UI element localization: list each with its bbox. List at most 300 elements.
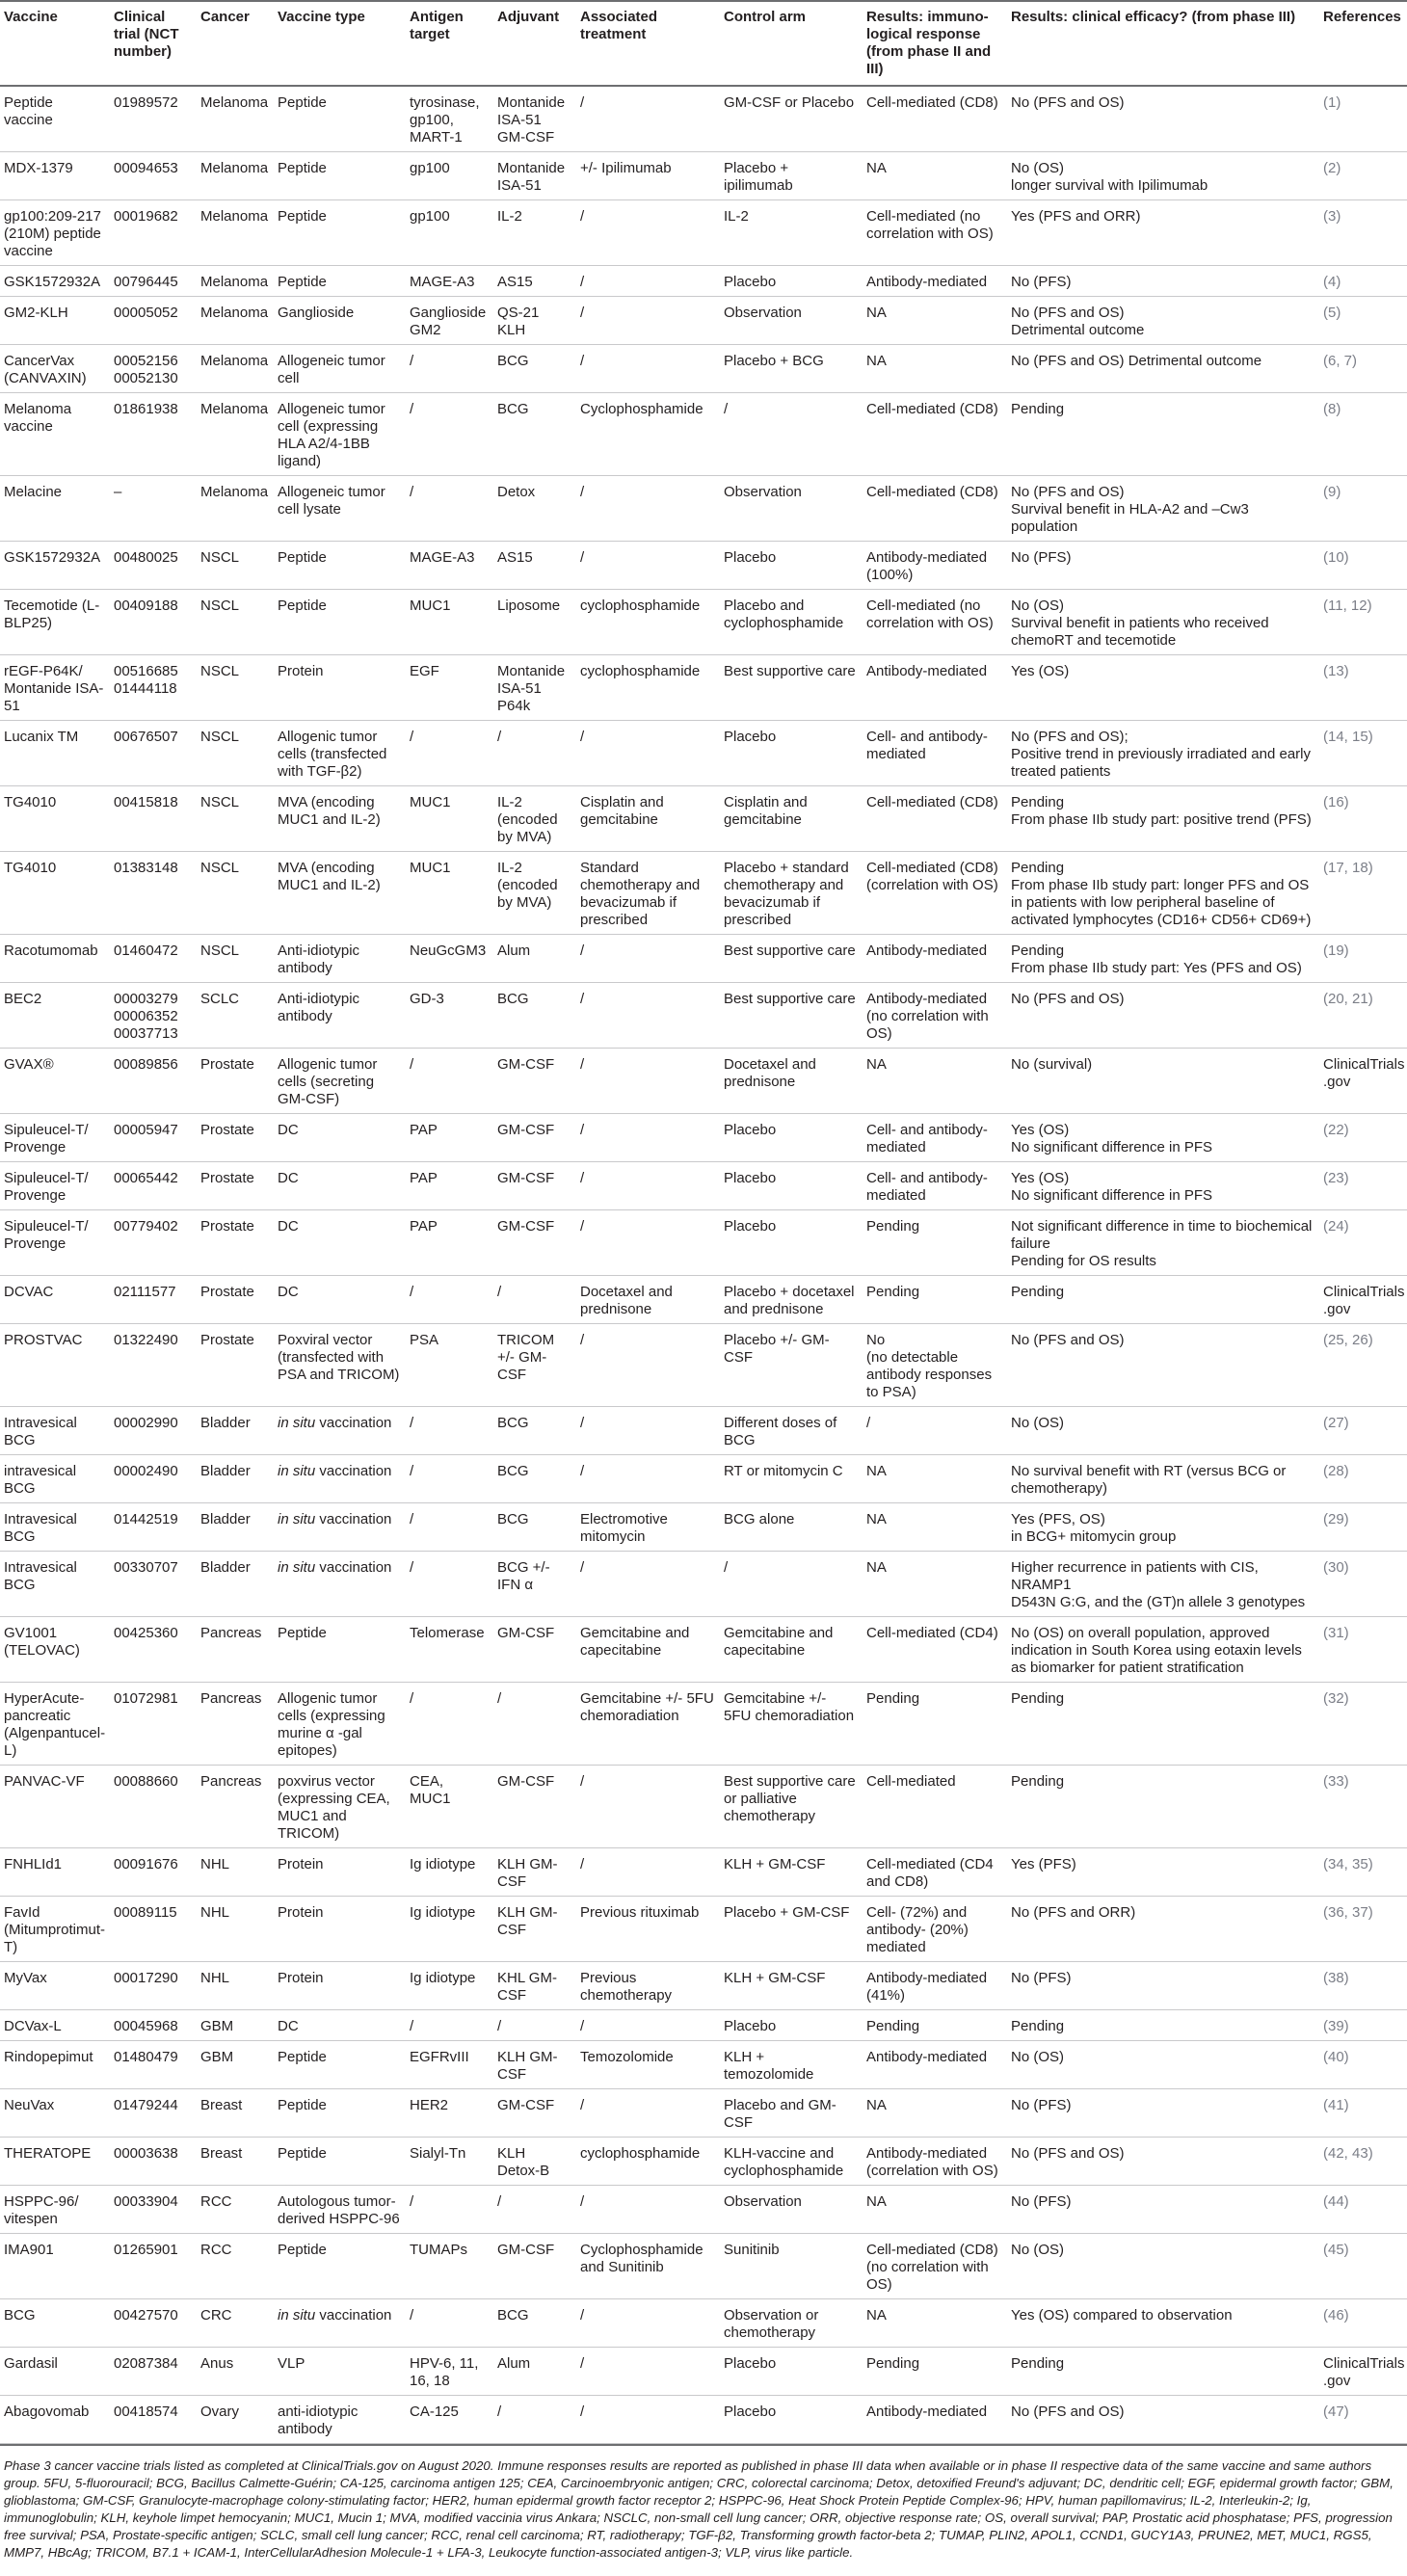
- cell-nct-number: 00002990: [110, 1407, 197, 1455]
- cell-adjuvant: /: [493, 1683, 576, 1766]
- cell-associated-treatment: /: [576, 983, 720, 1049]
- cell-antigen-target: /: [406, 1503, 493, 1552]
- cell-vaccine-type: Autologous tumor-derived HSPPC-96: [274, 2186, 406, 2234]
- cell-cancer: Bladder: [197, 1552, 274, 1617]
- table-row: [0, 152, 1407, 200]
- cell-reference[interactable]: (39): [1319, 2010, 1407, 2041]
- cell-associated-treatment: /: [576, 297, 720, 345]
- cell-vaccine-type: Protein: [274, 655, 406, 721]
- table-row: [0, 1114, 1407, 1162]
- cell-immunological-response: NA: [863, 1049, 1007, 1114]
- cell-control-arm: Best supportive care: [720, 655, 863, 721]
- cell-reference[interactable]: (44): [1319, 2186, 1407, 2234]
- cell-vaccine-type: Peptide: [274, 152, 406, 200]
- cell-vaccine-type: Peptide: [274, 200, 406, 266]
- cell-cancer: Ovary: [197, 2396, 274, 2444]
- cell-vaccine: GVAX®: [0, 1049, 110, 1114]
- cell-cancer: Melanoma: [197, 200, 274, 266]
- cell-control-arm: Placebo + GM-CSF: [720, 1897, 863, 1962]
- cell-reference[interactable]: (25, 26): [1319, 1324, 1407, 1407]
- cell-vaccine: CancerVax (CANVAXIN): [0, 345, 110, 393]
- cell-antigen-target: Ig idiotype: [406, 1962, 493, 2010]
- cell-vaccine: Sipuleucel-T/ Provenge: [0, 1162, 110, 1210]
- cell-associated-treatment: /: [576, 2089, 720, 2138]
- cell-reference[interactable]: (28): [1319, 1455, 1407, 1503]
- cell-control-arm: Best supportive care: [720, 935, 863, 983]
- cell-clinical-efficacy: No (PFS and ORR): [1007, 1897, 1319, 1962]
- cell-cancer: Melanoma: [197, 266, 274, 297]
- cell-vaccine: MyVax: [0, 1962, 110, 2010]
- cell-immunological-response: Antibody-mediated (41%): [863, 1962, 1007, 2010]
- cell-reference[interactable]: (41): [1319, 2089, 1407, 2138]
- cell-cancer: NSCL: [197, 786, 274, 852]
- cell-reference[interactable]: (2): [1319, 152, 1407, 200]
- cell-adjuvant: KLH Detox-B: [493, 2138, 576, 2186]
- cell-vaccine: TG4010: [0, 852, 110, 935]
- cell-vaccine: PROSTVAC: [0, 1324, 110, 1407]
- cell-adjuvant: GM-CSF: [493, 1049, 576, 1114]
- cell-vaccine-type: MVA (encoding MUC1 and IL-2): [274, 786, 406, 852]
- cell-nct-number: 00002490: [110, 1455, 197, 1503]
- cell-immunological-response: Pending: [863, 1683, 1007, 1766]
- cell-control-arm: RT or mitomycin C: [720, 1455, 863, 1503]
- cell-control-arm: Observation or chemotherapy: [720, 2299, 863, 2348]
- cell-vaccine: Intravesical BCG: [0, 1552, 110, 1617]
- cell-antigen-target: /: [406, 1276, 493, 1324]
- cell-antigen-target: /: [406, 721, 493, 786]
- cell-adjuvant: GM-CSF: [493, 1114, 576, 1162]
- cell-associated-treatment: /: [576, 86, 720, 152]
- cell-antigen-target: /: [406, 345, 493, 393]
- cell-control-arm: Placebo + standard chemotherapy and bevacizumab if prescribed: [720, 852, 863, 935]
- cell-vaccine: IMA901: [0, 2234, 110, 2299]
- cell-clinical-efficacy: No (OS): [1007, 2234, 1319, 2299]
- table-row: [0, 1848, 1407, 1897]
- cell-associated-treatment: Gemcitabine and capecitabine: [576, 1617, 720, 1683]
- cell-antigen-target: PSA: [406, 1324, 493, 1407]
- header-vaccine: Vaccine: [0, 1, 110, 86]
- cell-clinical-efficacy: No survival benefit with RT (versus BCG or chemotherapy): [1007, 1455, 1319, 1503]
- cell-adjuvant: GM-CSF: [493, 2234, 576, 2299]
- cell-cancer: CRC: [197, 2299, 274, 2348]
- cell-associated-treatment: Electromotive mitomycin: [576, 1503, 720, 1552]
- cell-immunological-response: Cell-mediated (no correlation with OS): [863, 590, 1007, 655]
- cell-immunological-response: Cell-mediated (CD4 and CD8): [863, 1848, 1007, 1897]
- cell-clinical-efficacy: No (OS): [1007, 2041, 1319, 2089]
- cell-associated-treatment: /: [576, 2348, 720, 2396]
- cell-vaccine-type: anti-idiotypic antibody: [274, 2396, 406, 2444]
- cell-clinical-efficacy: No (PFS): [1007, 542, 1319, 590]
- cell-cancer: NSCL: [197, 542, 274, 590]
- cell-cancer: RCC: [197, 2186, 274, 2234]
- cell-cancer: NSCL: [197, 590, 274, 655]
- cell-reference[interactable]: (36, 37): [1319, 1897, 1407, 1962]
- cell-associated-treatment: Cisplatin and gemcitabine: [576, 786, 720, 852]
- cell-clinical-efficacy: Higher recurrence in patients with CIS, NRAMP1 D543N G:G, and the (GT)n allele 3 genotypes: [1007, 1552, 1319, 1617]
- cell-vaccine-type: Peptide: [274, 2041, 406, 2089]
- cell-reference[interactable]: (31): [1319, 1617, 1407, 1683]
- cell-vaccine-type: Peptide: [274, 542, 406, 590]
- table-row: [0, 2234, 1407, 2299]
- table-row: [0, 2396, 1407, 2444]
- cell-clinical-efficacy: No (PFS and OS): [1007, 1324, 1319, 1407]
- cell-clinical-efficacy: No (PFS): [1007, 2186, 1319, 2234]
- cell-reference[interactable]: (32): [1319, 1683, 1407, 1766]
- cell-antigen-target: PAP: [406, 1162, 493, 1210]
- cell-adjuvant: IL-2 (encoded by MVA): [493, 852, 576, 935]
- cell-cancer: SCLC: [197, 983, 274, 1049]
- cell-clinical-efficacy: No (PFS and OS) Detrimental outcome: [1007, 297, 1319, 345]
- cell-control-arm: Sunitinib: [720, 2234, 863, 2299]
- cell-immunological-response: Pending: [863, 2348, 1007, 2396]
- cell-immunological-response: NA: [863, 2299, 1007, 2348]
- cell-control-arm: Observation: [720, 297, 863, 345]
- cell-vaccine-type: Ganglioside: [274, 297, 406, 345]
- cell-vaccine: Racotumomab: [0, 935, 110, 983]
- cell-cancer: NSCL: [197, 721, 274, 786]
- cell-associated-treatment: /: [576, 542, 720, 590]
- cell-reference[interactable]: (46): [1319, 2299, 1407, 2348]
- cell-cancer: Melanoma: [197, 476, 274, 542]
- cell-clinical-efficacy: Not significant difference in time to biochemical failure Pending for OS results: [1007, 1210, 1319, 1276]
- table-row: [0, 1455, 1407, 1503]
- cell-nct-number: 00796445: [110, 266, 197, 297]
- table-row: [0, 1407, 1407, 1455]
- cell-reference[interactable]: (19): [1319, 935, 1407, 983]
- cell-vaccine-type: Protein: [274, 1848, 406, 1897]
- cell-vaccine-type: in situ vaccination: [274, 1552, 406, 1617]
- cell-nct-number: 00017290: [110, 1962, 197, 2010]
- cell-vaccine: HSPPC-96/ vitespen: [0, 2186, 110, 2234]
- cell-associated-treatment: /: [576, 1552, 720, 1617]
- cell-vaccine: Melanoma vaccine: [0, 393, 110, 476]
- cell-immunological-response: Pending: [863, 1210, 1007, 1276]
- cell-clinical-efficacy: No (PFS and OS): [1007, 86, 1319, 152]
- header-associated-treatment: Associated treatment: [576, 1, 720, 86]
- cell-cancer: Melanoma: [197, 297, 274, 345]
- cell-control-arm: Placebo: [720, 2348, 863, 2396]
- cell-nct-number: 00005947: [110, 1114, 197, 1162]
- cell-reference[interactable]: (42, 43): [1319, 2138, 1407, 2186]
- cell-immunological-response: NA: [863, 1503, 1007, 1552]
- cell-antigen-target: MUC1: [406, 590, 493, 655]
- cell-control-arm: Placebo +/- GM-CSF: [720, 1324, 863, 1407]
- cell-vaccine: Melacine: [0, 476, 110, 542]
- cell-immunological-response: Cell- (72%) and antibody- (20%) mediated: [863, 1897, 1007, 1962]
- cell-associated-treatment: /: [576, 476, 720, 542]
- cell-control-arm: Best supportive care or palliative chemotherapy: [720, 1766, 863, 1848]
- cell-vaccine: GSK1572932A: [0, 542, 110, 590]
- cell-clinical-efficacy: No (OS) on overall population, approved indication in South Korea using eotaxin levels as biomarker for patient stratification: [1007, 1617, 1319, 1683]
- cell-clinical-efficacy: Yes (OS) No significant difference in PFS: [1007, 1162, 1319, 1210]
- cell-associated-treatment: /: [576, 1455, 720, 1503]
- cell-adjuvant: TRICOM +/- GM-CSF: [493, 1324, 576, 1407]
- cell-associated-treatment: cyclophosphamide: [576, 655, 720, 721]
- table-row: [0, 786, 1407, 852]
- cell-antigen-target: NeuGcGM3: [406, 935, 493, 983]
- cell-associated-treatment: /: [576, 1848, 720, 1897]
- cell-immunological-response: Antibody-mediated: [863, 655, 1007, 721]
- cell-antigen-target: Ig idiotype: [406, 1848, 493, 1897]
- cell-vaccine-type: Allogeneic tumor cell: [274, 345, 406, 393]
- cell-reference[interactable]: (20, 21): [1319, 983, 1407, 1049]
- cell-adjuvant: /: [493, 721, 576, 786]
- cell-reference[interactable]: (30): [1319, 1552, 1407, 1617]
- cell-reference[interactable]: (9): [1319, 476, 1407, 542]
- cell-vaccine: Lucanix TM: [0, 721, 110, 786]
- cell-reference[interactable]: (38): [1319, 1962, 1407, 2010]
- cell-clinical-efficacy: Pending: [1007, 1766, 1319, 1848]
- header-clinical-efficacy: Results: clinical efficacy? (from phase III): [1007, 1, 1319, 86]
- cell-antigen-target: EGF: [406, 655, 493, 721]
- cell-immunological-response: Antibody-mediated (no correlation with OS): [863, 983, 1007, 1049]
- cell-antigen-target: tyrosinase, gp100, MART-1: [406, 86, 493, 152]
- cell-control-arm: Placebo: [720, 1114, 863, 1162]
- cell-vaccine: BEC2: [0, 983, 110, 1049]
- cell-control-arm: Placebo: [720, 2396, 863, 2444]
- table-row: [0, 1552, 1407, 1617]
- table-row: [0, 1897, 1407, 1962]
- cell-vaccine: PANVAC-VF: [0, 1766, 110, 1848]
- cell-antigen-target: CA-125: [406, 2396, 493, 2444]
- cell-associated-treatment: /: [576, 935, 720, 983]
- cell-clinical-efficacy: Pending: [1007, 2010, 1319, 2041]
- cell-clinical-efficacy: No (PFS and OS): [1007, 2138, 1319, 2186]
- table-row: [0, 721, 1407, 786]
- cell-adjuvant: Montanide ISA-51: [493, 152, 576, 200]
- cell-immunological-response: NA: [863, 152, 1007, 200]
- cell-reference[interactable]: ClinicalTrials .gov: [1319, 1276, 1407, 1324]
- cell-immunological-response: Cell-mediated (CD8): [863, 393, 1007, 476]
- cell-adjuvant: BCG: [493, 1503, 576, 1552]
- cell-clinical-efficacy: Pending From phase IIb study part: positive trend (PFS): [1007, 786, 1319, 852]
- cell-associated-treatment: /: [576, 200, 720, 266]
- cell-antigen-target: /: [406, 1407, 493, 1455]
- cell-control-arm: Observation: [720, 2186, 863, 2234]
- cell-reference[interactable]: (22): [1319, 1114, 1407, 1162]
- cell-adjuvant: GM-CSF: [493, 2089, 576, 2138]
- cell-reference[interactable]: (47): [1319, 2396, 1407, 2444]
- table-row: [0, 935, 1407, 983]
- cell-antigen-target: Telomerase: [406, 1617, 493, 1683]
- table-row: [0, 2089, 1407, 2138]
- cell-reference[interactable]: (13): [1319, 655, 1407, 721]
- cell-immunological-response: Cell-mediated (CD8): [863, 476, 1007, 542]
- cell-adjuvant: Alum: [493, 2348, 576, 2396]
- cell-vaccine: GV1001 (TELOVAC): [0, 1617, 110, 1683]
- cell-nct-number: 00409188: [110, 590, 197, 655]
- cell-antigen-target: /: [406, 2010, 493, 2041]
- cell-control-arm: /: [720, 1552, 863, 1617]
- cell-reference[interactable]: (1): [1319, 86, 1407, 152]
- cell-vaccine-type: in situ vaccination: [274, 2299, 406, 2348]
- cell-reference[interactable]: (24): [1319, 1210, 1407, 1276]
- cell-nct-number: 00427570: [110, 2299, 197, 2348]
- cell-vaccine-type: DC: [274, 2010, 406, 2041]
- header-clinical-trial: Clinical trial (NCT number): [110, 1, 197, 86]
- cell-adjuvant: Alum: [493, 935, 576, 983]
- cell-antigen-target: /: [406, 1683, 493, 1766]
- cell-vaccine-type: DC: [274, 1210, 406, 1276]
- cell-immunological-response: NA: [863, 1455, 1007, 1503]
- cell-antigen-target: PAP: [406, 1114, 493, 1162]
- cell-nct-number: 00005052: [110, 297, 197, 345]
- cell-cancer: Prostate: [197, 1162, 274, 1210]
- cell-nct-number: 01479244: [110, 2089, 197, 2138]
- cell-vaccine: MDX-1379: [0, 152, 110, 200]
- cell-adjuvant: BCG: [493, 345, 576, 393]
- cell-vaccine: NeuVax: [0, 2089, 110, 2138]
- cell-control-arm: KLH + GM-CSF: [720, 1848, 863, 1897]
- cell-clinical-efficacy: No (OS) Survival benefit in patients who received chemoRT and tecemotide: [1007, 590, 1319, 655]
- cell-clinical-efficacy: Yes (OS) No significant difference in PFS: [1007, 1114, 1319, 1162]
- cell-reference[interactable]: (6, 7): [1319, 345, 1407, 393]
- cell-cancer: Melanoma: [197, 152, 274, 200]
- cell-vaccine: Sipuleucel-T/ Provenge: [0, 1114, 110, 1162]
- cell-cancer: Prostate: [197, 1049, 274, 1114]
- cell-cancer: Bladder: [197, 1503, 274, 1552]
- cell-reference[interactable]: (10): [1319, 542, 1407, 590]
- cell-reference[interactable]: (34, 35): [1319, 1848, 1407, 1897]
- cell-vaccine: gp100:209-217 (210M) peptide vaccine: [0, 200, 110, 266]
- cell-adjuvant: IL-2: [493, 200, 576, 266]
- cell-cancer: Prostate: [197, 1276, 274, 1324]
- cell-control-arm: Placebo and GM-CSF: [720, 2089, 863, 2138]
- header-control-arm: Control arm: [720, 1, 863, 86]
- cell-reference[interactable]: (14, 15): [1319, 721, 1407, 786]
- cell-adjuvant: BCG: [493, 393, 576, 476]
- cell-antigen-target: GD-3: [406, 983, 493, 1049]
- cell-nct-number: 00003638: [110, 2138, 197, 2186]
- cell-antigen-target: /: [406, 1455, 493, 1503]
- cell-associated-treatment: Previous rituximab: [576, 1897, 720, 1962]
- cell-reference[interactable]: (27): [1319, 1407, 1407, 1455]
- table-row: [0, 297, 1407, 345]
- cell-associated-treatment: /: [576, 721, 720, 786]
- cell-cancer: Pancreas: [197, 1766, 274, 1848]
- cell-reference[interactable]: (17, 18): [1319, 852, 1407, 935]
- table-row: [0, 655, 1407, 721]
- cell-nct-number: –: [110, 476, 197, 542]
- cell-clinical-efficacy: No (PFS): [1007, 2089, 1319, 2138]
- cell-immunological-response: NA: [863, 2186, 1007, 2234]
- cell-control-arm: Placebo + ipilimumab: [720, 152, 863, 200]
- cell-nct-number: 00415818: [110, 786, 197, 852]
- cell-vaccine-type: Allogenic tumor cells (expressing murine α -gal epitopes): [274, 1683, 406, 1766]
- cell-reference[interactable]: (23): [1319, 1162, 1407, 1210]
- table-row: [0, 852, 1407, 935]
- cell-antigen-target: Sialyl-Tn: [406, 2138, 493, 2186]
- cell-adjuvant: Detox: [493, 476, 576, 542]
- cell-adjuvant: KLH GM-CSF: [493, 2041, 576, 2089]
- cell-clinical-efficacy: No (PFS and OS): [1007, 983, 1319, 1049]
- cell-nct-number: 00480025: [110, 542, 197, 590]
- cell-vaccine-type: Peptide: [274, 590, 406, 655]
- cell-vaccine-type: poxvirus vector (expressing CEA, MUC1 and TRICOM): [274, 1766, 406, 1848]
- cell-reference[interactable]: (16): [1319, 786, 1407, 852]
- cell-reference[interactable]: (45): [1319, 2234, 1407, 2299]
- cell-clinical-efficacy: Yes (PFS and ORR): [1007, 200, 1319, 266]
- cell-control-arm: Gemcitabine and capecitabine: [720, 1617, 863, 1683]
- cell-clinical-efficacy: No (OS): [1007, 1407, 1319, 1455]
- cell-reference[interactable]: (5): [1319, 297, 1407, 345]
- table-row: [0, 542, 1407, 590]
- cell-control-arm: Placebo: [720, 1210, 863, 1276]
- cell-antigen-target: MAGE-A3: [406, 266, 493, 297]
- cell-antigen-target: /: [406, 1049, 493, 1114]
- cell-reference[interactable]: (33): [1319, 1766, 1407, 1848]
- cell-reference[interactable]: (4): [1319, 266, 1407, 297]
- table-row: [0, 1683, 1407, 1766]
- cell-reference[interactable]: (3): [1319, 200, 1407, 266]
- cell-nct-number: 01442519: [110, 1503, 197, 1552]
- cell-reference[interactable]: ClinicalTrials .gov: [1319, 1049, 1407, 1114]
- cell-cancer: Breast: [197, 2138, 274, 2186]
- cell-reference[interactable]: (29): [1319, 1503, 1407, 1552]
- cell-immunological-response: Pending: [863, 2010, 1007, 2041]
- cell-adjuvant: KLH GM-CSF: [493, 1848, 576, 1897]
- table-row: [0, 266, 1407, 297]
- cell-vaccine-type: in situ vaccination: [274, 1407, 406, 1455]
- header-antigen-target: Antigen target: [406, 1, 493, 86]
- cell-reference[interactable]: (8): [1319, 393, 1407, 476]
- cell-adjuvant: GM-CSF: [493, 1617, 576, 1683]
- cell-clinical-efficacy: No (PFS): [1007, 1962, 1319, 2010]
- cell-control-arm: Cisplatin and gemcitabine: [720, 786, 863, 852]
- cell-vaccine-type: Peptide: [274, 2138, 406, 2186]
- cell-adjuvant: GM-CSF: [493, 1162, 576, 1210]
- cell-immunological-response: No (no detectable antibody responses to PSA): [863, 1324, 1007, 1407]
- cell-reference[interactable]: ClinicalTrials .gov: [1319, 2348, 1407, 2396]
- cell-control-arm: Best supportive care: [720, 983, 863, 1049]
- cell-clinical-efficacy: Pending From phase IIb study part: longer PFS and OS in patients with low peripheral baseline of activated lymphocytes (CD16+ CD56+ CD69+): [1007, 852, 1319, 935]
- cell-vaccine-type: Protein: [274, 1962, 406, 2010]
- header-cancer: Cancer: [197, 1, 274, 86]
- cell-vaccine-type: DC: [274, 1114, 406, 1162]
- cell-adjuvant: /: [493, 1276, 576, 1324]
- cell-clinical-efficacy: Pending: [1007, 2348, 1319, 2396]
- cell-cancer: Breast: [197, 2089, 274, 2138]
- cell-immunological-response: NA: [863, 1552, 1007, 1617]
- cell-antigen-target: gp100: [406, 200, 493, 266]
- cell-control-arm: Placebo: [720, 542, 863, 590]
- cell-vaccine-type: Allogenic tumor cells (secreting GM-CSF): [274, 1049, 406, 1114]
- table-row: [0, 200, 1407, 266]
- cell-associated-treatment: Standard chemotherapy and bevacizumab if prescribed: [576, 852, 720, 935]
- cell-vaccine-type: DC: [274, 1162, 406, 1210]
- table-row: [0, 1766, 1407, 1848]
- cell-vaccine: TG4010: [0, 786, 110, 852]
- table-row: [0, 2299, 1407, 2348]
- cell-cancer: Bladder: [197, 1455, 274, 1503]
- cell-nct-number: 01322490: [110, 1324, 197, 1407]
- cell-cancer: Pancreas: [197, 1683, 274, 1766]
- cell-associated-treatment: /: [576, 2010, 720, 2041]
- cell-nct-number: 00516685 01444118: [110, 655, 197, 721]
- cell-nct-number: 01072981: [110, 1683, 197, 1766]
- cell-nct-number: 00330707: [110, 1552, 197, 1617]
- table-row: [0, 345, 1407, 393]
- cell-vaccine-type: DC: [274, 1276, 406, 1324]
- cell-reference[interactable]: (11, 12): [1319, 590, 1407, 655]
- cell-clinical-efficacy: No (PFS and OS) Survival benefit in HLA-A2 and –Cw3 population: [1007, 476, 1319, 542]
- table-row: [0, 2041, 1407, 2089]
- cell-reference[interactable]: (40): [1319, 2041, 1407, 2089]
- cell-vaccine: DCVAC: [0, 1276, 110, 1324]
- cell-cancer: Prostate: [197, 1114, 274, 1162]
- cell-clinical-efficacy: No (PFS and OS): [1007, 2396, 1319, 2444]
- cell-vaccine: Intravesical BCG: [0, 1407, 110, 1455]
